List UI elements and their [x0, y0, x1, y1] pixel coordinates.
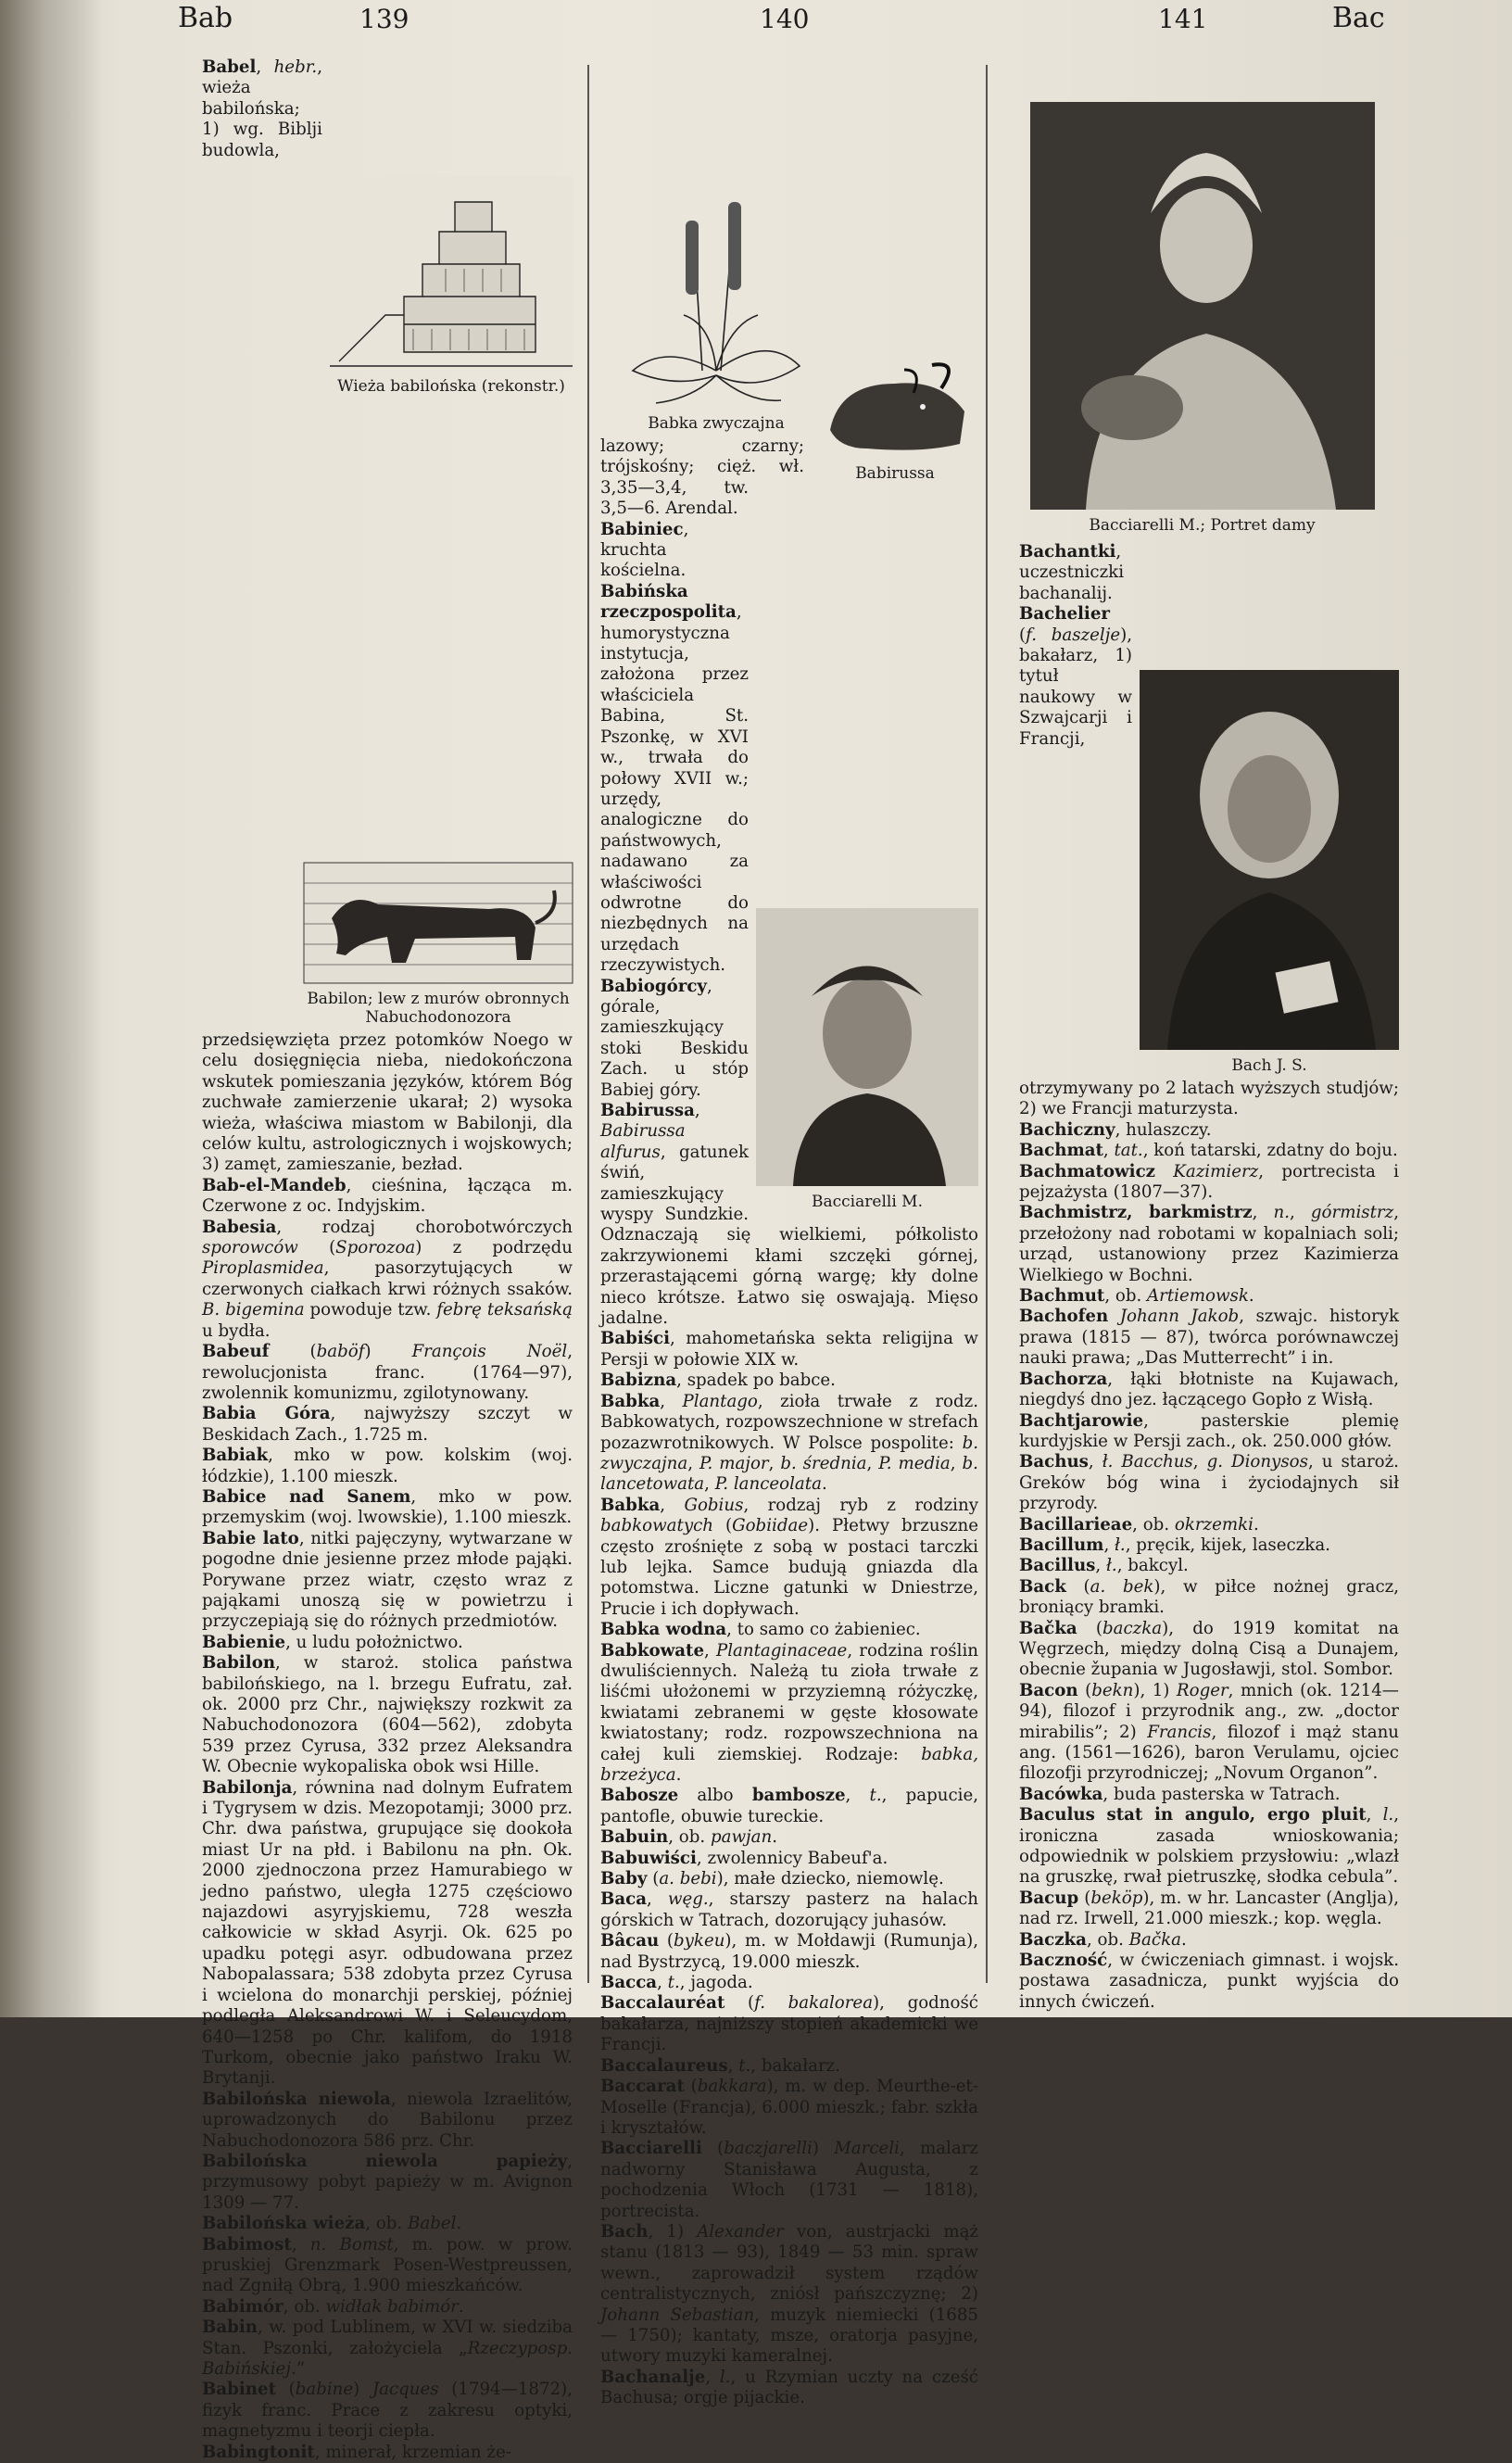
dictionary-entry: Back (a. bek), w piłce nożnej gracz, broniący bramki.: [1019, 1576, 1399, 1618]
dictionary-entry: Babkowate, Plantaginaceae, rodzina roślin dwuliściennych. Należą tu zioła trwałe z liśćmi ułożonemi w przyziemną różyczkę, kwiatami zebranemi w gęste kłosowate kwiatostany; rodz. rozpowszechniona na całej kuli ziemskiej. Rodzaje: babka, brzeżyca.: [600, 1640, 978, 1785]
dictionary-entry: Bachiczny, hulaszczy.: [1019, 1119, 1212, 1140]
figure-bacciarelli-self-portrait: [756, 908, 978, 1211]
dictionary-entry: Babinet (babine) Jacques (1794—1872), fizyk franc. Prace z zakresu optyki, magnetyzmu i teorji ciepła.: [202, 2380, 573, 2442]
dictionary-entry: Baby (a. bebi), małe dziecko, niemowlę.: [600, 1869, 944, 1889]
dictionary-entry: Bachorza, łąki błotniste na Kujawach, niegdyś dno jez. łączącego Gopło z Wisłą.: [1019, 1369, 1399, 1410]
figure-caption-tower: Wieża babilońska (rekonstr.): [337, 377, 565, 396]
column-1: [202, 57, 573, 2462]
dictionary-entry: Bacon (bekn), 1) Roger, mnich (ok. 1214—94), filozof i przyrodnik ang., zw. „doctor mirabilis”; 2) Francis, filozof i mąż stanu ang. (1561—1626), baron Verulamu, ojciec filozofji przyrodniczej; „Novum Organon”.: [1019, 1680, 1400, 1784]
dictionary-entry: Bab-el-Mandeb, cieśnina, łącząca m. Czerwone z oc. Indyjskim.: [202, 1175, 573, 1217]
dictionary-entry: Babia Góra, najwyższy szczyt w Beskidach Zach., 1.725 m.: [202, 1404, 573, 1445]
dictionary-entry: Babilonja, równina nad dolnym Eufratem i Tygrysem w dzis. Mezopotamji; 3000 prz. Chr. dwa państwa, grupujące się dookoła miast Ur na płd. i Babilonu na płn. Ok. 2000 zjednoczona przez Hamurabiego w jedno państwo, uległa 1275 częściowo najazdowi asyryjskiemu, 728 weszła całkowicie w skład Asyrji. Ok. 625 po upadku potęgi asyr. odbudowana przez Nabopalassara; 538 zdobyta przez Cyrusa i wcielona do monarchji perskiej, później podległa Aleksandrowi W. i Seleucydom, 640—1258 po Chr. kalifom, do 1918 Turkom, obecnie jako państwo Iraku W. Brytanji.: [202, 1777, 573, 2089]
dictionary-entry: lazowy; czarny; trójskośny; cięż. wł. 3,35—3,4, tw. 3,5—6. Arendal.: [600, 436, 804, 519]
dictionary-entry: Bachofen Johann Jakob, szwajc. historyk prawa (1815 — 87), twórca porównawczej nauki prawa; „Das Mutterrecht” i in.: [1019, 1307, 1399, 1369]
dictionary-entry: Babie lato, nitki pajęczyny, wytwarzane w pogodne dnie jesienne przez młode pająki. Porywane przez wiatr, często wraz z pająkami unoszą się w powietrzu i przyczepiają się do różnych przedmiotów.: [202, 1528, 573, 1632]
dictionary-entry: Bacillus, ł., bakcyl.: [1019, 1556, 1189, 1576]
dictionary-entry: Babka, Plantago, zioła trwałe z rodz. Babkowatych, rozpowszechnione w strefach pozazwrotnikowych. W Polsce pospolite: b. zwyczajna, P. major, b. średnia, P. media, b. lancetowata, P. lanceolata.: [600, 1391, 978, 1495]
dictionary-entry: Babuwiści, zwolennicy Babeuf'a.: [600, 1848, 888, 1868]
column-3: [1019, 57, 1400, 2012]
dictionary-entry: Babel, hebr., wieża babilońska; 1) wg. Biblji budowla, przedsięwzięta przez potomków Noego w celu dosięgnięcia nieba, niedokończona wskutek pomieszania języków, którem Bóg zuchwałe zamierzenie ukarał; 2) wysoka wieża, właściwa miastom w Babilonji, dla celów kultu, astrologicznych i wojskowych; 3) zamęt, zamieszanie, bezład.: [202, 57, 573, 1175]
dictionary-entry: Bachmistrz, barkmistrz, n., górmistrz, przełożony nad robotami w kopalniach soli; urząd, ustanowiony przez Kazimierza Wielkiego w Bochni.: [1019, 1203, 1399, 1285]
figure-caption-babirussa: Babirussa: [855, 464, 935, 483]
dictionary-entry: Babuin, ob. pawjan.: [600, 1827, 777, 1848]
dictionary-entry: Bachmatowicz Kazimierz, portrecista i pejzażysta (1807—37).: [1019, 1161, 1399, 1203]
dictionary-entry: Babilońska niewola, niewola Izraelitów, uprowadzonych do Babilonu przez Nabuchodonozora 586 prz. Chr.: [202, 2089, 573, 2151]
bacciarelli-self-portrait-photo: [756, 908, 978, 1186]
dictionary-entry: Bacca, t., jagoda.: [600, 1973, 753, 1993]
dictionary-entry: Babka wodna, to samo co żabieniec.: [600, 1620, 921, 1640]
tower-of-babel-illustration: [330, 176, 573, 371]
dictionary-entry: Babizna, spadek po babce.: [600, 1370, 836, 1391]
figure-caption-lion: Babilon; lew z murów obronnych Nabuchodonozora: [307, 990, 570, 1027]
figure-caption-portrait-of-lady: Bacciarelli M.; Portret damy: [1089, 516, 1316, 535]
figure-bach: [1140, 670, 1399, 1075]
dictionary-entry: Bacillum, ł., pręcik, kijek, laseczka.: [1019, 1535, 1330, 1555]
dictionary-entry: Babeuf (baböf) François Noël, rewolucjonista franc. (1764—97), zwolennik komunizmu, zgilotynowany.: [202, 1342, 573, 1403]
dictionary-entry: Babesia, rodzaj chorobotwórczych sporowców (Sporozoa) z podrzędu Piroplasmidea, pasorzytujących w czerwonych ciałkach krwi różnych ssaków. B. bigemina powoduje tzw. febrę teksańską u bydła.: [202, 1217, 573, 1341]
figure-caption-bach: Bach J. S.: [1231, 1056, 1307, 1075]
dictionary-entry: Baczka, ob. Bačka.: [1019, 1929, 1187, 1950]
dictionary-entry: Bachus, ł. Bacchus, g. Dionysos, u staroż. Greków bóg wina i życiodajnych sił przyrody.: [1019, 1452, 1399, 1514]
column-rule-1: [587, 65, 589, 1983]
column-1-entries: [202, 57, 573, 2463]
dictionary-entry: Bachtjarowie, pasterskie plemię kurdyjskie w Persji zach., ok. 250.000 głów.: [1019, 1410, 1399, 1451]
dictionary-entry: Babilon, w staroż. stolica państwa babilońskiego, na l. brzegu Eufratu, zał. ok. 2000 prz Chr., największy rozkwit za Nabuchodonozora (604—562), zdobyta 539 przez Cyrusa, 332 przez Aleksandra W. Obecnie wykopaliska obok wsi Hille.: [202, 1653, 573, 1777]
left-guide-word: Bab: [178, 2, 233, 34]
dictionary-entry: Bachmut, ob. Artiemowsk.: [1019, 1286, 1254, 1307]
dictionary-entry: Bacciarelli (baczjarelli) Marceli, malarz nadworny Stanisława Augusta, z pochodzenia Włoch (1731 — 1818), portrecista.: [600, 2139, 978, 2221]
dictionary-entry: Babienie, u ludu położnictwo.: [202, 1632, 463, 1652]
plantain-illustration: [628, 185, 804, 408]
dictionary-entry: Babosze albo bambosze, t., papucie, pantofle, obuwie tureckie.: [600, 1786, 978, 1826]
dictionary-entry: Babice nad Sanem, mko w pow. przemyskim (woj. lwowskie), 1.100 mieszk.: [202, 1486, 573, 1528]
babirussa-illustration: [812, 356, 978, 458]
dictionary-entry: Bacup (beköp), m. w hr. Lancaster (Anglja), nad rz. Irwell, 21.000 mieszk.; kop. węgla.: [1019, 1888, 1399, 1929]
dictionary-entry: Babin, w. pod Lublinem, w XVI w. siedziba Stan. Pszonki, założyciela „Rzeczyposp. Babińskiej.”: [202, 2318, 573, 2379]
dictionary-entry: Babiści, mahometańska sekta religijna w Persji w połowie XIX w.: [600, 1329, 978, 1370]
figure-bacciarelli-portrait-of-lady: [1019, 102, 1385, 535]
dictionary-entry: Babka, Gobius, rodzaj ryb z rodziny babkowatych (Gobiidae). Płetwy brzuszne często zrośnięte z sobą w postaci tarczki lub lejka. Samce budują gniazda dla potomstwa. Liczne gatunki w Dniestrze, Prucie i ich dopływach.: [600, 1495, 978, 1619]
portrait-of-lady-photo: [1030, 102, 1375, 510]
page-number-middle: 140: [760, 4, 810, 34]
dictionary-entry: Babingtonit, minerał, krzemian że-: [202, 2442, 511, 2462]
right-guide-word: Bac: [1332, 2, 1385, 34]
book-gutter-shadow: [0, 0, 102, 2017]
dictionary-entry: Bâcau (bykeu), m. w Mołdawji (Rumunja), nad Bystrzycą, 19.000 mieszk.: [600, 1931, 978, 1972]
dictionary-entry: Bachmat, tat., koń tatarski, zdatny do boju.: [1019, 1141, 1398, 1161]
page-number-left: 139: [359, 4, 410, 34]
dictionary-entry: Baccalauréat (f. bakalorea), godność bakałarza, najniższy stopień akademicki we Francji.: [600, 1993, 978, 2055]
dictionary-entry: Babilońska niewola papieży, przymusowy pobyt papieży w m. Avignon 1309 — 77.: [202, 2151, 573, 2213]
dictionary-entry: Bachelier (f. baszelje), bakałarz, 1) tytuł naukowy w Szwajcarji i Francji, otrzymywany po 2 latach wyższych studjów; 2) we Francji maturzysta.: [1019, 604, 1399, 1119]
bach-portrait-photo: [1140, 670, 1399, 1050]
dictionary-entry: Babiniec, kruchta kościelna.: [600, 519, 689, 581]
dictionary-entry: Bach, 1) Alexander von, austrjacki mąż stanu (1813 — 93), 1849 — 53 min. spraw wewn., zaprowadził system rządów centralistycznych, zniósł pańszczyznę; 2) Johann Sebastian, muzyk niemiecki (1685 — 1750); kantaty, msze, oratorja pasyjne, utwory muzyki kameralnej.: [600, 2221, 979, 2367]
dictionary-entry: Baczność, w ćwiczeniach gimnast. i wojsk. postawa zasadnicza, punkt wyjścia do innych ćwiczeń.: [1019, 1951, 1399, 2012]
dictionary-entry: Babiak, mko w pow. kolskim (woj. łódzkie), 1.100 mieszk.: [202, 1446, 573, 1486]
figure-babylon-lion: [304, 863, 573, 1027]
dictionary-entry: Baccarat (bakkara), m. w dep. Meurthe-et-Moselle (Francja), 6.000 mieszk.; fabr. szkła i kryształów.: [600, 2077, 978, 2138]
dictionary-entry: Baculus stat in angulo, ergo pluit, l., ironiczna zasada wnioskowania; odpowiednik w polskiem przysłowiu: „wlazł na gruszkę, rwał pietruszkę, słodka cebula”.: [1019, 1805, 1399, 1888]
figure-caption-bacciarelli-self: Bacciarelli M.: [812, 1193, 923, 1211]
dictionary-entry: Babimór, ob. widłak babimór.: [202, 2296, 464, 2317]
dictionary-entry: Baca, węg., starszy pasterz na halach górskich w Tatrach, dozorujący juhasów.: [600, 1889, 978, 1930]
figure-caption-plantain: Babka zwyczajna: [648, 414, 785, 433]
dictionary-entry: Babiogórcy, górale, zamieszkujący stoki Beskidu Zach. u stóp Babiej góry.: [600, 976, 749, 1100]
dictionary-entry: Bacillarieae, ob. okrzemki.: [1019, 1514, 1259, 1535]
dictionary-entry: Bachantki, uczestniczki bachanalij.: [1019, 542, 1125, 603]
dictionary-entry: Babińska rzeczpospolita, humorystyczna instytucja, założona przez właściciela Babina, St. Pszonkę, w XVI w., trwała do połowy XVII w.; urzędy, analogiczne do państwowych, nadawano za właściwości odwrotne do niezbędnych na urzędach rzeczywistych.: [600, 581, 749, 976]
figure-plantain: [628, 185, 804, 433]
dictionary-entry: Bacówka, buda pasterska w Tatrach.: [1019, 1784, 1341, 1804]
dictionary-entry: Bačka (baczka), do 1919 komitat na Węgrzech, między dolną Cisą a Dunajem, obecnie župania w Jugosławji, stol. Sombor.: [1019, 1618, 1399, 1680]
figure-babirussa: [812, 356, 978, 483]
column-rule-2: [986, 65, 988, 1983]
figure-tower-of-babel: [330, 176, 573, 396]
dictionary-entry: Bachanalje, l., u Rzymian uczty na cześć Bachusa; orgje pijackie.: [600, 2367, 978, 2408]
babylon-lion-illustration: [304, 863, 573, 983]
dictionary-entry: Baccalaureus, t., bakałarz.: [600, 2055, 841, 2076]
dictionary-entry: Babirussa, Babirussa alfurus, gatunek świń, zamieszkujący wyspy Sundzkie. Odznaczają się wielkiemi, półkolisto zakrzywionemi kłami szczęki górnej, przerastającemi górną wargę; kły dolne nieco krótsze. Łatwo się oswajają. Mięso jadalne.: [600, 1101, 978, 1329]
page-number-right: 141: [1158, 4, 1208, 34]
dictionary-entry: Babimost, n. Bomst, m. pow. w prow. pruskiej Grenzmark Posen-Westpreussen, nad Zgniłą Obrą, 1.900 mieszkańców.: [202, 2234, 573, 2296]
column-2: [600, 57, 979, 2408]
dictionary-entry: Babilońska wieża, ob. Babel.: [202, 2214, 462, 2234]
